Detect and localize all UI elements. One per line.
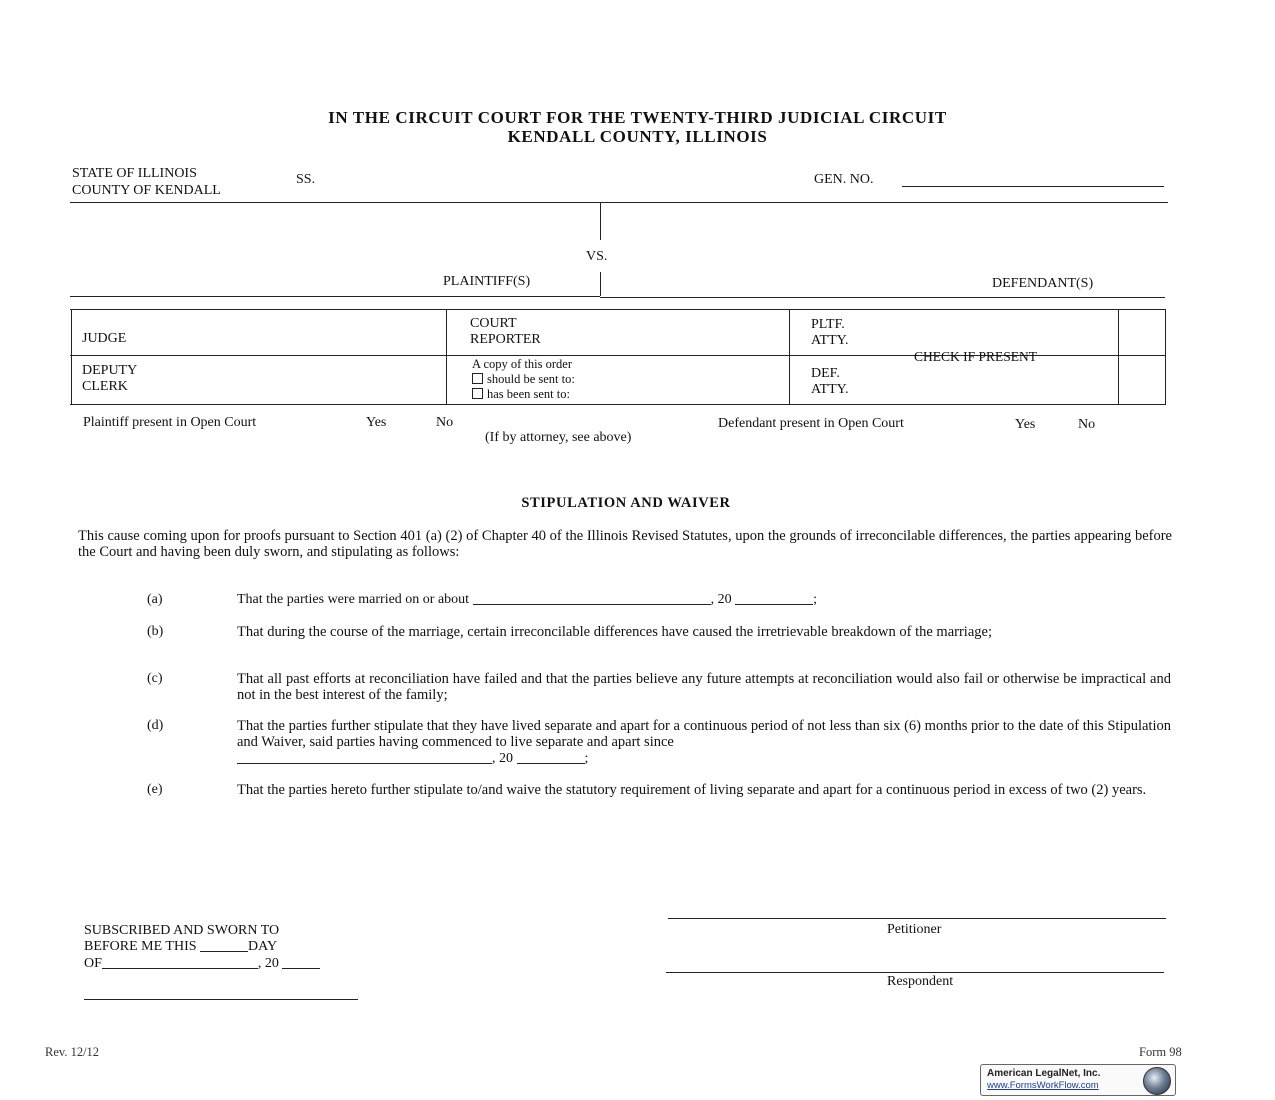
subscribed-label: SUBSCRIBED AND SWORN TO — [84, 923, 280, 938]
respondent-label: Respondent — [887, 974, 954, 989]
month-blank[interactable] — [102, 956, 258, 969]
item-d-year: , 20 — [492, 751, 513, 766]
item-d-end: ; — [584, 751, 589, 766]
caption-divider-bottom — [600, 272, 601, 296]
of-line — [84, 956, 320, 972]
defendant-no-option[interactable]: No — [1078, 417, 1096, 432]
table-col-divider-3 — [1118, 309, 1119, 404]
item-b-label: (b) — [147, 624, 164, 639]
clerk-label: CLERK — [82, 379, 128, 394]
marriage-year-blank[interactable] — [735, 592, 813, 605]
notary-signature-line[interactable] — [84, 999, 358, 1000]
table-left-border — [71, 309, 72, 404]
separation-date-blank[interactable] — [237, 751, 492, 764]
plaintiff-line[interactable] — [70, 296, 600, 297]
table-col-divider-2 — [789, 309, 790, 404]
item-d-date-line — [237, 751, 588, 767]
item-c-label: (c) — [147, 671, 163, 686]
def-atty-label: ATTY. — [811, 382, 849, 397]
reporter-label: REPORTER — [470, 332, 541, 347]
defendant-line[interactable] — [600, 297, 1165, 298]
check-if-present-label: CHECK IF PRESENT — [914, 349, 1038, 364]
intro-paragraph: This cause coming upon for proofs pursuant to Section 401 (a) (2) of Chapter 40 of the Illinois Revised Statutes, upon the grounds of irreconcilable differences, the parties appearing before the Court and having been duly sworn, and stipulating as follows: — [78, 528, 1172, 560]
defendant-present-label: Defendant present in Open Court — [718, 416, 904, 431]
table-col-divider-1 — [446, 309, 447, 404]
item-a-label: (a) — [147, 592, 163, 607]
before-me-label: BEFORE ME THIS — [84, 939, 197, 954]
day-label: DAY — [248, 939, 278, 954]
plaintiff-no-option[interactable]: No — [436, 415, 454, 430]
revision-label: Rev. 12/12 — [45, 1045, 100, 1059]
of-label: OF — [84, 956, 102, 971]
has-been-sent-label: has been sent to: — [487, 387, 570, 401]
deputy-label: DEPUTY — [82, 363, 138, 378]
notary-year-label: , 20 — [257, 956, 279, 971]
attorney-note: (If by attorney, see above) — [485, 430, 632, 445]
section-title: STIPULATION AND WAIVER — [521, 495, 731, 511]
has-been-sent-option[interactable] — [472, 387, 570, 402]
item-e-text: That the parties hereto further stipulate to/and waive the statutory requirement of living separate and apart for a continuous period in excess of two (2) years. — [237, 782, 1147, 798]
item-a-year: , 20 — [710, 592, 732, 607]
has-been-sent-checkbox[interactable] — [472, 388, 483, 399]
judge-label: JUDGE — [82, 331, 127, 346]
marriage-date-blank[interactable] — [473, 592, 711, 605]
publisher-url[interactable]: www.FormsWorkFlow.com — [987, 1080, 1099, 1091]
plaintiff-yes-option[interactable]: Yes — [366, 415, 387, 430]
publisher-name: American LegalNet, Inc. — [987, 1068, 1101, 1079]
should-be-sent-option[interactable] — [472, 372, 575, 387]
separation-year-blank[interactable] — [517, 751, 585, 764]
defendants-label: DEFENDANT(S) — [992, 276, 1094, 291]
defendant-yes-option[interactable]: Yes — [1015, 417, 1036, 432]
county-title: KENDALL COUNTY, ILLINOIS — [507, 127, 768, 146]
should-be-sent-label: should be sent to: — [487, 372, 575, 386]
pltf-label: PLTF. — [811, 317, 845, 332]
gen-no-line[interactable] — [902, 186, 1164, 187]
before-me-line — [84, 939, 277, 955]
county-label: COUNTY OF KENDALL — [72, 183, 221, 198]
table-bottom-border — [70, 404, 1166, 405]
item-c-text: That all past efforts at reconciliation have failed and that the parties believe any future attempts at reconciliation would also fail or otherwise be impractical and not in the best interest of the family; — [237, 671, 1171, 703]
pltf-atty-label: ATTY. — [811, 333, 849, 348]
globe-icon — [1143, 1067, 1171, 1095]
court-label: COURT — [470, 316, 517, 331]
form-number: Form 98 — [1139, 1045, 1182, 1059]
table-top-border — [70, 309, 1166, 310]
day-blank[interactable] — [200, 939, 248, 952]
item-a-end: ; — [813, 592, 817, 607]
item-d-text: That the parties further stipulate that they have lived separate and apart for a continuous period of not less than six (6) months prior to the date of this Stipulation and Waiver, said parties having commenced to live separate and apart since — [237, 718, 1171, 750]
publisher-logo[interactable] — [980, 1064, 1176, 1096]
caption-divider-top — [600, 202, 601, 240]
notary-year-blank[interactable] — [282, 956, 320, 969]
item-b-text: That during the course of the marriage, certain irreconcilable differences have caused the irretrievable breakdown of the marriage; — [237, 624, 992, 640]
plaintiffs-label: PLAINTIFF(S) — [443, 274, 531, 289]
item-d-label: (d) — [147, 718, 164, 733]
def-label: DEF. — [811, 366, 840, 381]
state-label: STATE OF ILLINOIS — [72, 166, 197, 181]
plaintiff-present-label: Plaintiff present in Open Court — [83, 415, 257, 430]
item-a-text: That the parties were married on or about — [237, 592, 470, 607]
gen-no-label: GEN. NO. — [814, 172, 874, 187]
respondent-signature-line[interactable] — [666, 972, 1164, 973]
item-a-line — [237, 592, 817, 608]
vs-label: VS. — [586, 249, 608, 264]
petitioner-signature-line[interactable] — [668, 918, 1166, 919]
copy-order-label: A copy of this order — [472, 357, 572, 371]
item-e-label: (e) — [147, 782, 163, 797]
court-title: IN THE CIRCUIT COURT FOR THE TWENTY-THIRD JUDICIAL CIRCUIT — [328, 108, 947, 127]
petitioner-label: Petitioner — [887, 922, 942, 937]
table-right-border — [1165, 309, 1166, 404]
caption-top-rule — [70, 202, 1168, 203]
should-be-sent-checkbox[interactable] — [472, 373, 483, 384]
ss-label: SS. — [296, 172, 316, 187]
